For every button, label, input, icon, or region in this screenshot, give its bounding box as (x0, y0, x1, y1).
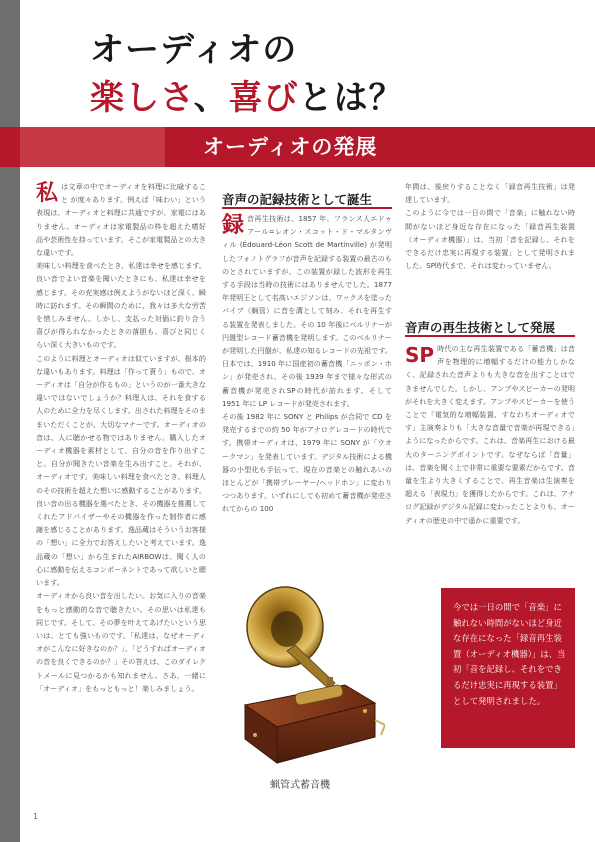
col3-paragraph: 時代の主な再生装置である「蓄音機」は音声を物理的に増幅するだけの能力しかなく、記録された音声よりも大きな音を出すことはできませんでした。しかし、アンプやスピーカーの発明がそれを大きく変えます。アンプやスピーカーを使うことで「電気的な増幅装置、すなわちオーディオです」主演奏よりも「大きな音量で音楽が再現できる」ようになったからです。これは、音楽再生における最大のターニングポイントです。なぜならば「音量」は、音楽を聞く上で非常に重要な要素だからです。音量を生より大きくすることで、再生音楽は生演奏を超える「表現力」を獲得したからです。これは、アナログ記録がデジタル記録に変わったことよりも、オーディオの歴史の中で遥かに重要です。 (405, 344, 575, 525)
heading-playback-tech: 音声の再生技術として発展 (405, 320, 556, 335)
col3-paragraph: 年間は、後戻りすることなく「録音再生技術」は発達しています。 (405, 182, 575, 205)
title-black-text-1: 、 (193, 78, 229, 118)
column-2 (222, 212, 392, 516)
heading-underline (405, 335, 575, 337)
title-red-text-1: 楽しさ (90, 78, 194, 118)
page-title-line2 (90, 70, 404, 119)
col2-paragraph: 音再生技術は、1857 年、フランス人エドゥアール=レオン・スコット・ド・マルタンヴィル (Édouard-Léon Scott de Martinville) が発明したフォノトグラフが音声を記録する装置の最古のものとされていますが、この装置が録した波形を再生する手段は当時の技術にはありませんでした。1877 年発明王として名高いエジソンは、ワックスを塗ったパイプ（蝋管）に音を溝として刻み、それを再生する装置を発表しました。その 10 年後にベルリナーが円盤型レコード蓄音機を発明します。このベルリナーが発明した円盤が、私達の知るレコードの先祖です。日本では、1910 年に国産初の蓄音機「ニッポン・ホン」が発売され、その後 1939 年まで様々な形式の蓄音機が発売されSPの時代が訪れます。そして 1951 年に LP レコードが発売されます。 (222, 214, 392, 408)
col1-paragraph: 美味しい料理を食べたとき、私達は幸せを感じます。良い音でよい音楽を聞いたときにも、私達は幸せを感じます。その充実感は例えようがないほど深く、瞬時に訪れます。その瞬間のために、我々は多大な労苦を惜しみません。しかし、支払った対価に釣り合う喜びが得られなかったときの落胆も、喜びと同じくらい深く大きいものです。 (36, 261, 206, 350)
column-3-top (405, 180, 575, 272)
heading-underline (222, 207, 392, 209)
column-3 (405, 342, 575, 527)
col1-paragraph: オーディオから良い音を出したい。お気に入りの音楽をもっと感動的な音で聴きたい。その思いは私達も同じです。そして、その夢を叶えてあげたいという思いは、とても強いものです。「私達は、なぜオーディオがこんなに好きなのか？」、「どうすればオーディオの音を良くできるのか？」その答えは、このダイレクトメールに見つかるかも知れません。さあ、一緒に「オーディオ」をもっともっと！楽しみましょう。 (36, 591, 206, 693)
section-banner-title: オーディオの発展 (203, 135, 378, 159)
heading-recording-tech: 音声の記録技術として誕生 (222, 192, 373, 207)
title-red-text-2: 喜び (228, 78, 299, 118)
pull-quote-text: 今では一日の間で「音楽」に触れない時間がないほど身近な存在になった「録音再生装置（オーディオ機器）」は、当初「音を記録し、それをできるだけ忠実に再現する装置」として発明されました。 (453, 602, 566, 706)
col1-paragraph: このように料理とオーディオは似ていますが、根本的な違いもあります。料理は「作って貰う」もので、オーディオは「自分が作るもの」というのが一番大きな違いではないでしょうか？料理人は、それを食する人のために全力を尽くします。出された料理をそのままいただくことが、大切なマナーです。オーディオの音は、人に聴かせる物ではありません。購入したオーディオ機器を素材として、自分の音を作り出すこと。自分が聞きたい音楽を生み出すこと。それが、オーディオです。美味しい料理を食べたとき、料理人のその技術を超えた想いに感動することがあります。良い音の出る機器を選べたとき、その機器を推薦してくれたアドバイザーやその機器を作った制作者に感謝を感じることがあります。逸品蔵はそういうお客様の「想い」に全力でお答えしたいと考えています。逸品蔵の「想い」から生まれたAIRBOWは、聞く人の心に感動を伝えるコンポーネントであって欲しいと願います。 (36, 353, 206, 588)
col2-paragraph: その後 1982 年に SONY と Philips が合同で CD を発売するまでの約 50 年がアナログレコードの時代です。携帯オーディオは、1979 年に SONY が「ウオークマン」を発表しています。デジタル技術による機器の小型化も手伝って、現在の音楽との触れあいのほとんどが「携帯プレーヤー/ヘッドホン」に変わりつつあります。いずれにしても初めて蓄音機が発売されてからの 100 (222, 412, 392, 514)
page-number: 1 (33, 812, 39, 821)
dropcap-sp: SP (405, 343, 435, 367)
section-banner-accent (20, 127, 165, 167)
dropcap-roku: 録 (222, 212, 245, 238)
image-caption: 蝋管式蓄音機 (270, 780, 330, 791)
page-title-line1: オーディオの (90, 30, 298, 70)
col3-paragraph: このように今では一日の間で「音楽」に触れない時間がないほど身近な存在になった「録音再生装置（オーディオ機器）」は、当初「音を記録し、それをできるだけ忠実に再現する装置」として発明されました。SP時代まで、それは変わっていません。 (405, 208, 575, 271)
col1-paragraph: は文章の中でオーディオを料理に比喩すること が度々あります。例えば「味わい」という表現は、オーディオと料理に共通ですが、家電にはありません。オーディオは家電製品の枠を超えた嗜好品や芸術性を持っています。そこが家電製品との大きな違いです。 (36, 182, 206, 258)
gramophone-illustration (225, 585, 385, 770)
dropcap-watakushi: 私 (36, 180, 59, 206)
title-black-text-2: とは？ (298, 78, 404, 118)
column-1 (36, 180, 206, 695)
